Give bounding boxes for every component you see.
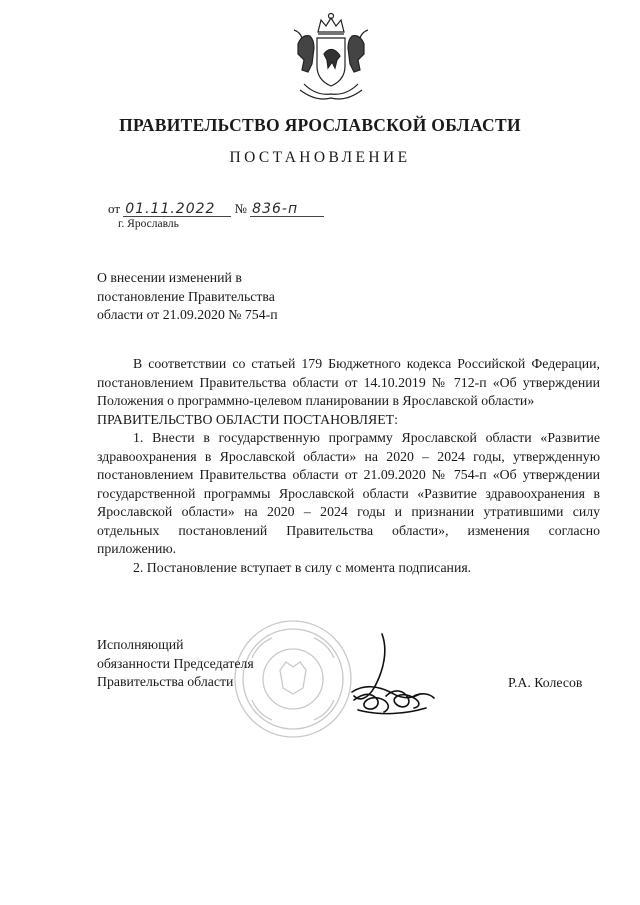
subject-line-1: О внесении изменений в [97, 270, 242, 285]
document-body [97, 355, 600, 577]
date-prefix: от [108, 201, 121, 216]
coat-of-arms-icon [286, 10, 376, 106]
handwritten-number: 836-п [250, 202, 324, 217]
item-1-paragraph: 1. Внести в государственную программу Ярославской области «Развитие здравоохранения в Ярославской области» на 2020 – 2024 годы, утвержденную постановлением Правительства области от 21.09.2020 № 754-п «Об утверждении государственной программы Ярославской области «Развитие здравоохранения в Ярославской области» на 2020 – 2024 годы и признании утратившими силу отдельных постановлений Правительства области», изменения согласно приложению. [97, 430, 600, 556]
subject-line-2: постановление Правительства [97, 288, 275, 304]
number-sign: № [234, 201, 247, 216]
subject-line-3: области от 21.09.2020 № 754-п [97, 307, 278, 322]
item-2-paragraph: 2. Постановление вступает в силу с момента подписания. [133, 559, 472, 575]
city-label: г. Ярославль [118, 218, 179, 230]
date-number-line [108, 201, 324, 217]
government-title: ПРАВИТЕЛЬСТВО ЯРОСЛАВСКОЙ ОБЛАСТИ [119, 115, 521, 135]
document-subject [97, 269, 347, 325]
signature-icon [330, 630, 460, 725]
signatory-line-3: Правительства области [97, 674, 234, 689]
document-type: ПОСТАНОВЛЕНИЕ [229, 149, 411, 166]
signatory-line-1: Исполняющий [97, 637, 184, 652]
signatory-title [97, 636, 254, 692]
signatory-line-2: обязанности Председателя [97, 655, 254, 671]
preamble-paragraph: В соответствии со статьей 179 Бюджетного кодекса Российской Федерации, постановлением Правительства области от 14.10.2019 № 712-п «Об утверждении Положения о программно-целевом планировании в Ярославской области» [97, 356, 600, 408]
handwritten-date: 01.11.2022 [123, 202, 231, 217]
signatory-name: Р.А. Колесов [508, 675, 583, 690]
decree-heading: ПРАВИТЕЛЬСТВО ОБЛАСТИ ПОСТАНОВЛЯЕТ: [97, 411, 398, 427]
